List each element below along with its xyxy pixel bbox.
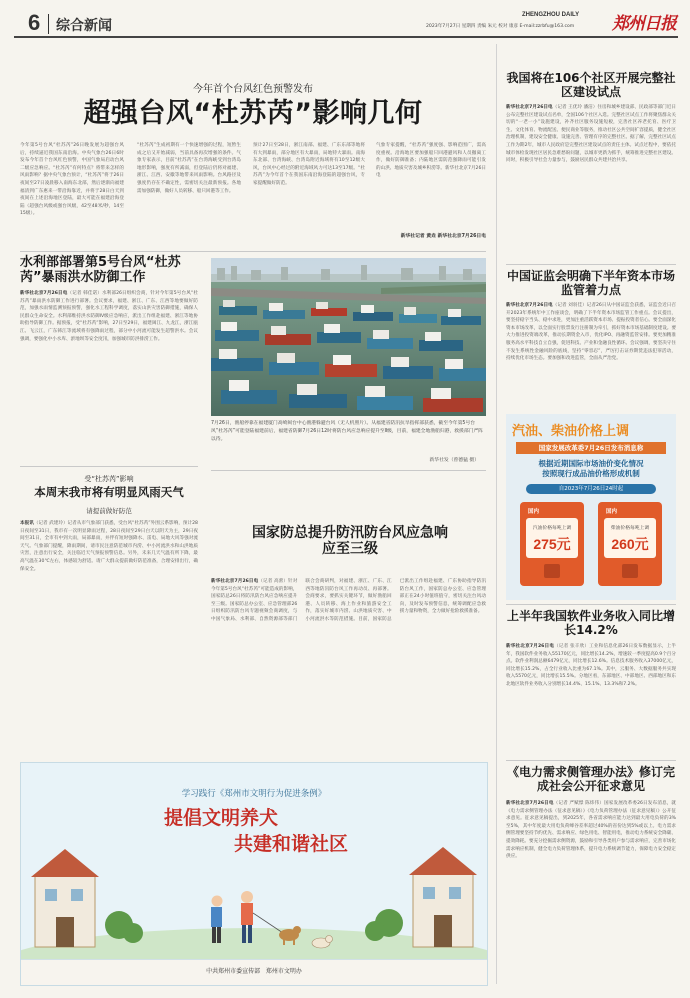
power-headline: 《电力需求侧管理办法》修订完成社会公开征求意见 <box>506 765 675 793</box>
rain-subhead: 请提前做好防范 <box>86 507 132 515</box>
ad-footer <box>21 966 487 975</box>
fuel-subhead: 根据近期国际市场油价变化情况 按照现行成品油价格形成机制 <box>538 459 644 478</box>
header-rule <box>14 36 678 38</box>
gas-value: 275元 <box>533 536 571 552</box>
community-byline: 新华社北京7月26日电 <box>506 105 553 110</box>
fuel-rule <box>506 604 676 605</box>
water-text: （记者 韩佳诺）水利部26日组织会商，针对今年第5号台风“杜苏芮”暴雨洪水防御工作进行部署。会议要求，福建、浙江、广东、江西等地要做好防范，加强水雨情监测预报预警，强化水工程科学调度，落实山洪灾害防御措施，确保人民群众生命安全。水利部维持洪水防御Ⅳ级应急响应，派出工作组赴福建、浙江等地协助指导防御工作。据预报，受“杜苏芮”影响，27日至29日，福建闽江、九龙江，浙江瓯江、飞云江，广东韩江等流域将有强降雨过程，部分中小河流可能发生超警洪水。会议强调，要强化中小水库、淤地坝等安全度汛，加强城市防洪排涝工作。 <box>20 291 198 342</box>
diesel-screen <box>604 518 656 558</box>
defense-headline: 国家防总提升防汛防台风应急响应至三级 <box>252 525 448 558</box>
rain-byline: 本报讯 <box>20 521 34 526</box>
typhoon-col-1: 今年第5号台风“杜苏芮”26日晚发展为超强台风后，持续逼近我国东南沿海。中央气象台26日6时发布今年首个台风红色预警，中国气象局启动台风二级应急响应。“杜苏芮”有何特点？将带来怎样的风雨影响？据中央气象台预计，“杜苏芮”将于26日夜间至27日凌晨移入南海东北部，然后逐渐向福建福清到广东惠来一带沿海靠近，并将于28日白天到夜间在上述沿海地区登陆，最大可能在福建沿海登陆（超强台风级或强台风级，42至48米/秒，14至15级）。 <box>20 143 124 217</box>
water-rule <box>20 466 198 467</box>
ad-line-2: 共建和谐社区 <box>233 833 348 855</box>
csrc-byline: 新华社北京7月26日电 <box>506 303 553 308</box>
typhoon-col-3: 预计27日至28日，浙江南部、福建、广东东部等地将有大到暴雨，部分地区有大暴雨，局地特大暴雨。南海东北部、台湾海峡、台湾岛附近海域将有10至12级大风，台风中心经过的附近海域风力可达13至17级。“杜苏芮”为今年首个在我国东南沿海登陆的超强台风，专家提醒做好防范。 <box>253 143 365 186</box>
harbor-caption: 7月26日，渔船停靠在福建厦门高崎闽台中心渔港躲避台风（无人机照片）。从福建省防汛抗旱指挥部获悉，截至今年第5号台风“杜苏芮”可能登陆福建前后，福建省防御7月26日12时将防台风应急响应提升至Ⅱ级，目前，福建全地渔船归港，救援部门严阵以待。 <box>211 421 484 442</box>
rain-kicker: 受“杜苏芮”影响 <box>84 475 134 483</box>
community-headline: 我国将在106个社区开展完整社区建设试点 <box>506 71 676 99</box>
ad-footer-2: 郑州市文明办 <box>265 968 302 975</box>
typhoon-col-2: “杜苏芮”生成初期有一个快速增强的过程，短暂生成之后又开始减弱，当前具备再次增强的条件。气象专家表示，目前“杜苏芮”在台湾海峡受到台湾岛地形影响，强度有所减弱，但登陆后仍将对福建、浙江、江西、安徽等地带来风雨影响。台风路径及强度仍存在不确定性，需密切关注最新预报。各地需加强防御，做好人员转移、船只回港等工作。 <box>137 143 241 194</box>
rain-headline: 本周末我市将有明显风雨天气 <box>34 485 184 499</box>
defense-body <box>211 578 486 746</box>
gas-screen <box>526 518 578 558</box>
diesel-pump <box>598 502 662 586</box>
rain-text: （记者 武建玲）记者从市气象部门获悉，受台风“杜苏芮”外围云系影响，预计28日夜间至31日，我市有一次明显降雨过程，28日夜间至29日白天以阴天为主，29日夜间至31日，全市有中到大雨，局部暴雨，并伴有短时强降水、雷电、局地大风等强对流天气。气象部门提醒，降雨期间，请市民注意防范城市内涝、中小河流洪水和山洪地质灾害，注意出行安全，关注临近天气预报预警信息。另外，未来几天气温有所下降，最高气温在30℃左右，体感较为舒适。请广大群众提前做好防范准备，合理安排出行，确保安全。 <box>20 521 198 572</box>
defense-text: （记者 高蕾）针对今年第5号台风“杜苏芮”可能造成的影响，国家防总26日将防汛防台风应急响应提升至三级。国家防总办公室、应急管理部26日组织防汛防台风专题视频会商调度，与中国气象局、水利部、自然资源部等部门联合会商研判，对福建、浙江、广东、江西等地防汛防台风工作再动员、再部署。会商要求，要抓实关键环节，做好渔船回港、人员转移、海上作业和旅游安全工作，落实好城市内涝、山洪地质灾害、中小河流洪水等防范措施。目前，国家防总已派出工作组赴福建、广东协助指导防汛防台风工作，国家防总办公室、应急管理部正在24小时值班值守，密切关注台风动向，及时发布预警信息，统筹调配应急救援力量和物资，全力做好抢险救援准备。 <box>211 579 486 622</box>
diesel-value: 260元 <box>611 536 649 552</box>
csrc-text: （记者 刘羽佳）记者26日从中国证监会获悉，证监会近日召开2023年系统年中工作座谈会，明确了下半年资本市场监管工作重点。会议提出，要坚持稳字当头、稳中求进，更加注重活跃资本市场、提振投资者信心。要全面深化资本市场改革，以全面实行股票发行注册制为牵引，抓好资本市场基础制度建设。要大力推进投资端改革，推动长期资金入市，优化IPO、再融资监管安排。要更加精准服务高水平科技自立自强，促进科技、产业和金融良性循环。会议强调，要坚决守住不发生系统性金融风险的底线，坚持“零容忍”，严厉打击证券期货违法犯罪活动，持续优化市场生态。要加强和改进监管，全面从严治党。 <box>506 303 676 362</box>
typhoon-rule <box>20 251 486 252</box>
fuel-banner: 汽油、柴油价格上调 <box>512 424 630 439</box>
power-body <box>506 800 676 984</box>
csrc-headline: 中国证监会明确下半年资本市场监管着力点 <box>506 269 675 297</box>
typhoon-headline: 超强台风“杜苏芮”影响几何 <box>83 98 423 129</box>
diesel-nozzle-icon <box>622 564 638 578</box>
rain-body <box>20 520 198 742</box>
harbor-photo <box>211 258 486 416</box>
software-body <box>506 643 676 755</box>
software-rule <box>506 760 676 761</box>
defense-rule <box>211 470 486 471</box>
diesel-tag: 国内 <box>606 509 618 515</box>
power-text: （记者 严赋憬 陈炜伟）国家发展改革委26日发布消息，就《电力需求侧管理办法（征求意见稿）》《电力负荷管理办法（征求意见稿）》公开征求意见。征求意见稿提出，到2025年，各省需求响应能力达到最大用电负荷的3%至5%，其中年度最大用电负荷峰谷差率超过40%的省份达到5%或以上。电力需求侧管理要坚持节约优先、需求响应、绿色用电、智能用电，推动电力系统安全降碳、提效降耗。要充分挖掘需求侧资源，鼓励和引导各类用户参与需求响应，完善市场化需求响应机制，健全电力负荷管理体系，提升电力系统调节能力，保障电力安全稳定供应。 <box>506 801 676 860</box>
paper-logo: 郑州日报 <box>612 14 676 34</box>
page-header <box>14 8 678 38</box>
gas-nozzle-icon <box>544 564 560 578</box>
community-rule <box>506 264 676 265</box>
typhoon-col-4: 气象专家提醒，“杜苏芮”强度强、影响范围广，需高度重视。沿海地区要加强船只回港避风和人员撤离工作，做好防御准备；内陆地区需防范强降雨可能引发的山洪、地质灾害及城乡积涝等。新华社北京7月26日电 <box>376 143 486 179</box>
ad-line-1: 提倡文明养犬 <box>163 807 278 829</box>
harbor-photo-art <box>211 258 486 416</box>
paper-name-en: ZHENGZHOU DAILY <box>522 12 580 18</box>
software-text: （记者 张辛欣）工业和信息化部26日发布数据显示，上半年，我国软件业务收入55170亿元，同比增长14.2%，增速较一季度提高0.9个百分点。软件业利润总额6479亿元，同比增长12.6%。信息技术服务收入37000亿元，同比增长15.2%，占全行业收入比重为67.1%。其中，云服务、大数据服务共实现收入5570亿元，同比增长15.5%。分地区看，东部地区、中部地区、西部地区和东北地区软件业务收入分别增长14.4%、15.1%、13.3%和7.2%。 <box>506 644 676 687</box>
fuel-date: 自2023年7月26日24时起 <box>526 484 656 494</box>
water-body <box>20 290 198 462</box>
fuel-graphic <box>506 414 676 600</box>
ad-footer-1: 中共郑州市委宣传部 <box>206 968 261 975</box>
csrc-body <box>506 302 676 408</box>
header-divider-vert <box>48 14 49 34</box>
water-headline: 水利部部署第5号台风“杜苏芮”暴雨洪水防御工作 <box>20 255 181 285</box>
gas-pump <box>520 502 584 586</box>
typhoon-kicker: 今年首个台风红色预警发布 <box>193 84 313 95</box>
page-number: 6 <box>28 10 41 35</box>
section-title: 综合新闻 <box>56 18 112 34</box>
diesel-label: 柴油价格每吨上调 <box>610 526 650 531</box>
community-text: （记者 王优玲 潘洁）住房和城乡建设部、民政部等部门近日公布完整社区建设试点名单，全国106个社区入选。完整社区试点工作将聚焦群众关切的“一老一小”设施建设，补齐社区服务设施短板，完善社区养老托育、医疗卫生、文化体育、物流配送、便民商业等服务，推动社区公共空间扩容提质，健全社区治理机制，建设安全健康、设施完善、管理有序的完整社区。据了解，完整社区试点工作为期2年，城市人民政府是完整社区建设试点的责任主体。试点过程中，要依托城市体检发现社区居民急难愁盼问题，以城市更新为抓手，统筹推进完整社区建设。同时，积极引导社会力量参与，鼓励居民群众共建共治共享。 <box>506 105 676 164</box>
right-col-divider <box>496 44 497 984</box>
gas-tag: 国内 <box>528 509 540 515</box>
power-byline: 新华社北京7月26日电 <box>506 801 554 806</box>
defense-byline: 新华社北京7月26日电 <box>211 579 259 584</box>
harbor-credit: 新华社发（曾德猛 摄） <box>429 458 479 463</box>
community-body <box>506 104 676 260</box>
water-byline: 新华社北京7月26日电 <box>20 291 68 296</box>
typhoon-byline: 新华社记者 黄垚 新华社北京7月26日电 <box>400 234 486 239</box>
software-headline: 上半年我国软件业务收入同比增长14.2% <box>506 609 675 637</box>
software-byline: 新华社北京7月26日电 <box>506 644 555 649</box>
fuel-ticker: 国家发展改革委7月26日发布消息称 <box>516 442 666 454</box>
dateline: 2023年7月27日 星期四 责编 朱元 校对 康彦 E-mail:zzrbfu@163.com <box>426 24 575 29</box>
civility-ad <box>20 762 488 986</box>
gas-label: 汽油价格每吨上调 <box>532 526 572 531</box>
ad-tagline: 学习践行《郑州市文明行为促进条例》 <box>181 789 327 799</box>
